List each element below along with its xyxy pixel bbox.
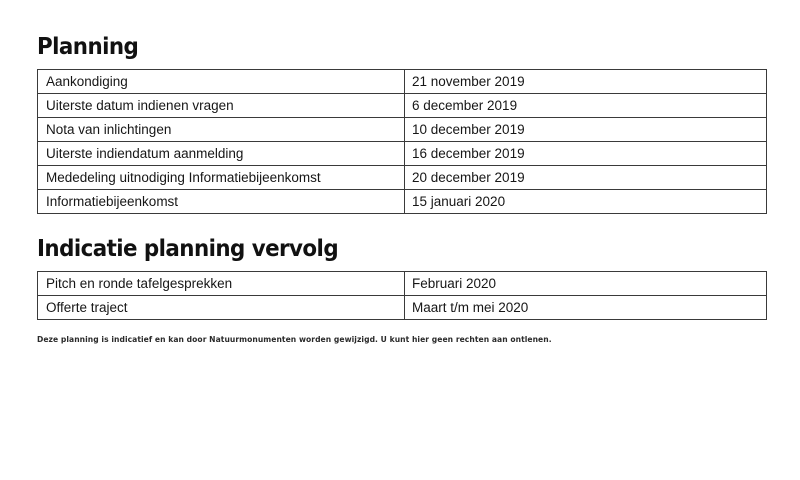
- table-row: [38, 94, 767, 118]
- milestone-date: Februari 2020: [405, 272, 767, 296]
- table-row: [38, 272, 767, 296]
- milestone-label: Pitch en ronde tafelgesprekken: [38, 272, 405, 296]
- milestone-date: 16 december 2019: [405, 142, 767, 166]
- milestone-date: 6 december 2019: [405, 94, 767, 118]
- milestone-label: Informatiebijeenkomst: [38, 190, 405, 214]
- milestone-label: Mededeling uitnodiging Informatiebijeenkomst: [38, 166, 405, 190]
- milestone-label: Uiterste datum indienen vragen: [38, 94, 405, 118]
- milestone-label: Nota van inlichtingen: [38, 118, 405, 142]
- milestone-label: Offerte traject: [38, 296, 405, 320]
- milestone-date: 10 december 2019: [405, 118, 767, 142]
- milestone-date: 15 januari 2020: [405, 190, 767, 214]
- disclaimer-note: Deze planning is indicatief en kan door Natuurmonumenten worden gewijzigd. U kunt hier geen rechten aan ontlenen.: [37, 335, 552, 344]
- page-title: Planning: [37, 34, 139, 60]
- milestone-date: 20 december 2019: [405, 166, 767, 190]
- milestone-date: 21 november 2019: [405, 70, 767, 94]
- table-row: [38, 70, 767, 94]
- milestone-label: Aankondiging: [38, 70, 405, 94]
- table-row: [38, 142, 767, 166]
- table-row: [38, 166, 767, 190]
- table-row: [38, 118, 767, 142]
- vervolg-table: [37, 271, 767, 320]
- section-title-vervolg: Indicatie planning vervolg: [37, 236, 339, 262]
- planning-table: [37, 69, 767, 214]
- table-row: [38, 190, 767, 214]
- table-row: [38, 296, 767, 320]
- milestone-date: Maart t/m mei 2020: [405, 296, 767, 320]
- milestone-label: Uiterste indiendatum aanmelding: [38, 142, 405, 166]
